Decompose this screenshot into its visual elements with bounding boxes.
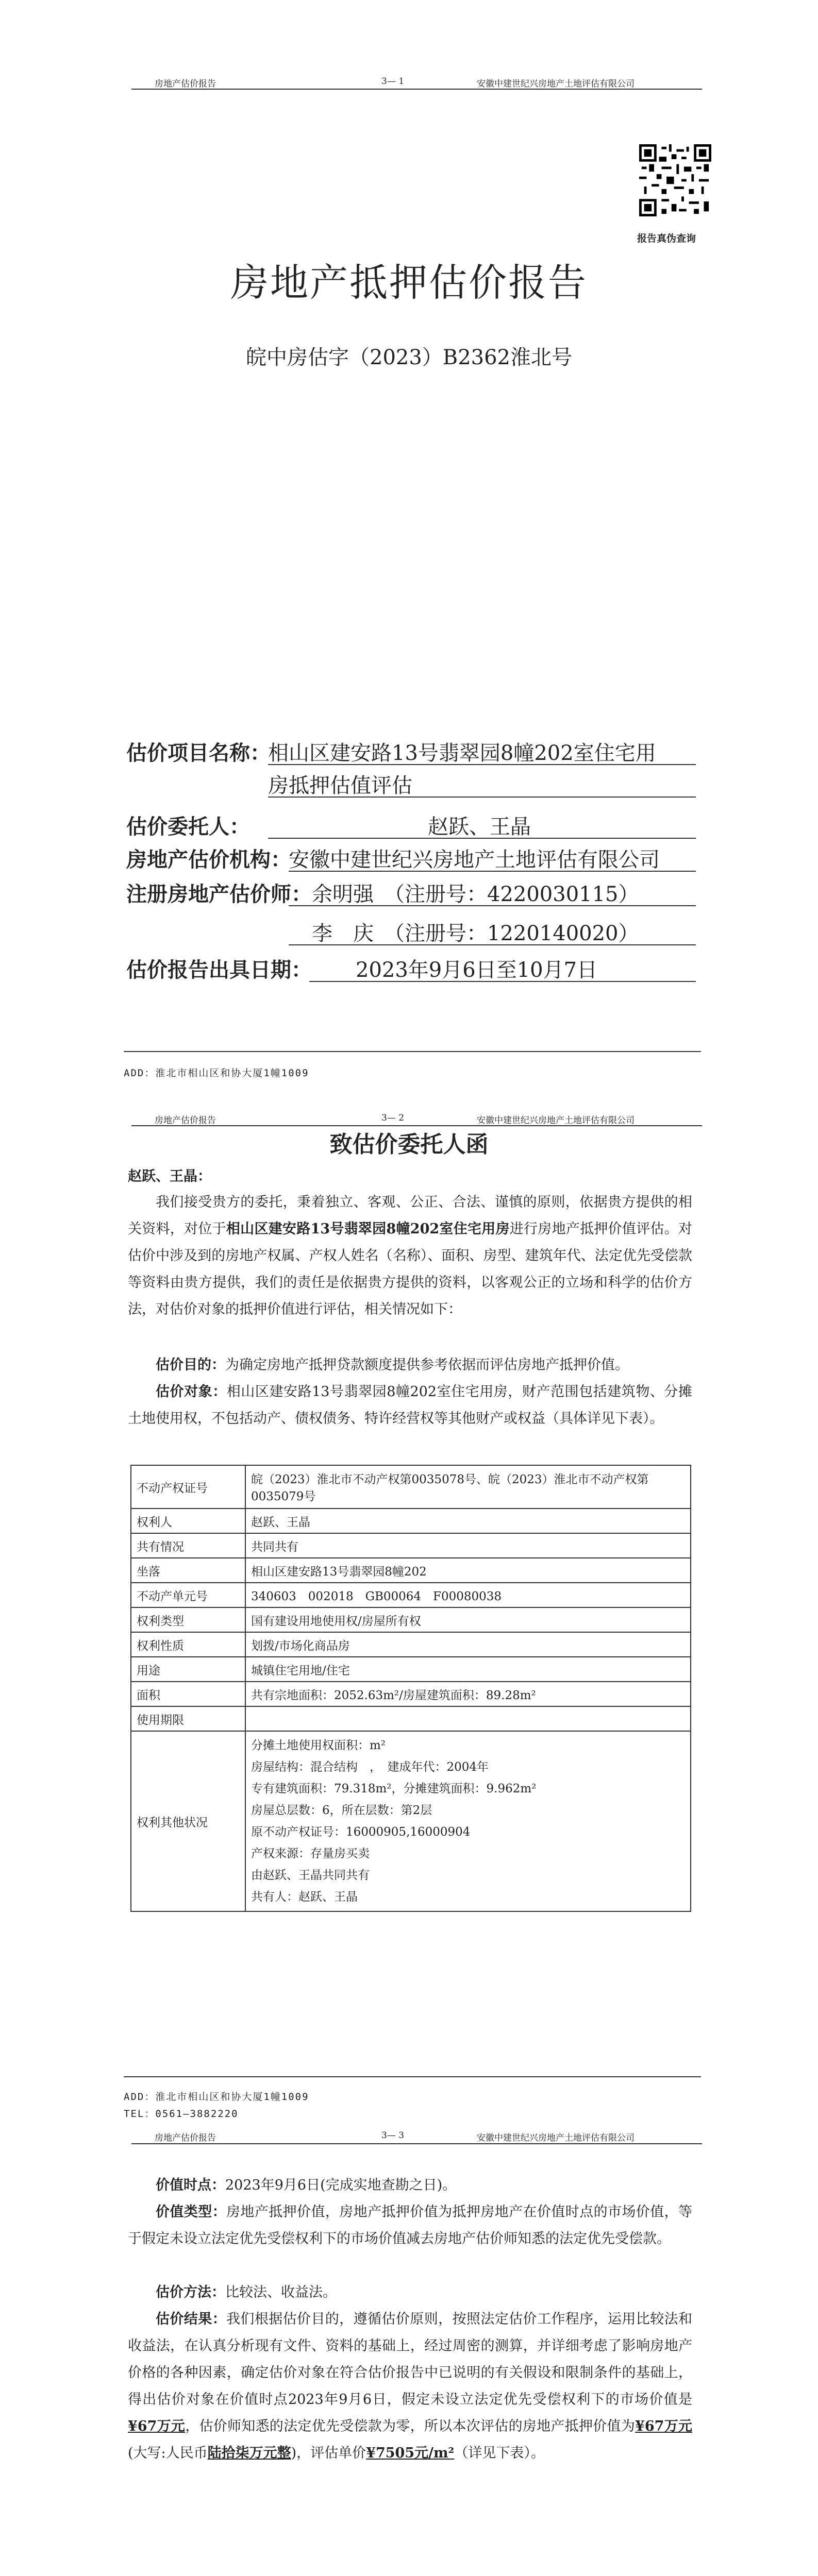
agency-value: 安徽中建世纪兴房地产土地评估有限公司: [289, 848, 660, 872]
rights-table: [130, 1465, 691, 1912]
intro-text: 我们接受贵方的委托，秉着独立、客观、公正、合法、谨慎的原则，依据贵方提供的相关资料，对位于: [128, 1194, 692, 1237]
table-cell-value: 相山区建安路13号翡翠园8幢202: [245, 1558, 691, 1583]
table-row: [131, 1583, 691, 1607]
value-type-label: 价值类型：: [156, 2204, 227, 2220]
other-status-line: 专有建筑面积：79.318m²，分摊建筑面积：9.962m²: [251, 1782, 537, 1795]
value-type-paragraph: [128, 2199, 692, 2252]
table-cell-label: 面积: [131, 1682, 245, 1706]
intro-paragraph: [128, 1189, 692, 1323]
other-status-line: 分摊土地使用权面积：m²: [251, 1739, 386, 1752]
result-text-3: (大写:人民币: [128, 2445, 208, 2461]
result-text-5: （详见下表）。: [454, 2445, 545, 2461]
table-row: [131, 1682, 691, 1706]
table-cell-label: 用途: [131, 1657, 245, 1682]
footer-address: ADD：淮北市相山区和协大厦1幢1009: [124, 1067, 309, 1079]
underline: [289, 905, 696, 906]
method-label: 估价方法：: [156, 2284, 225, 2300]
table-cell-value: 340603 002018 GB00064 F00080038: [245, 1583, 691, 1607]
underline: [268, 764, 696, 765]
footer-divider: [124, 2076, 701, 2077]
project-value: 相山区建安路13号翡翠园8幢202室住宅用: [268, 741, 656, 765]
header-left: 房地产估价报告: [155, 2133, 216, 2143]
value-date-paragraph: [128, 2172, 692, 2199]
table-row: [131, 1731, 691, 1911]
table-row: [131, 1465, 691, 1509]
salutation: [128, 1163, 692, 1190]
table-cell-label: 不动产权证号: [131, 1465, 245, 1509]
rights-table-body: [131, 1465, 691, 1731]
header-right: 安徽中建世纪兴房地产土地评估有限公司: [477, 79, 635, 89]
method-text: 比较法、收益法。: [225, 2284, 337, 2300]
table-cell-value: 赵跃、王晶: [245, 1509, 691, 1533]
header-divider: [131, 2143, 702, 2144]
intro-rest: 进行房地产抵押价值评估。对估价中涉及到的房地产权属、产权人姓名（名称）、面积、房型、建筑年代、法定优先受偿款等资料由贵方提供，我们的责任是依据贵方提供的资料，以客观公正的立场和科学的估价方法，对估价对象的抵押价值进行评估，相关情况如下：: [128, 1221, 693, 1317]
table-cell-value: 共有宗地面积：2052.63m²/房屋建筑面积：89.28m²: [245, 1682, 691, 1706]
value-date-text: 2023年9月6日(完成实地查勘之日)。: [225, 2177, 457, 2193]
table-row: [131, 1509, 691, 1533]
table-cell-label: 共有情况: [131, 1533, 245, 1558]
table-row: [131, 1706, 691, 1731]
agency-label: 房地产估价机构：: [126, 848, 291, 872]
footer-address: ADD：淮北市相山区和协大厦1幢1009: [124, 2091, 309, 2103]
header-right: 安徽中建世纪兴房地产土地评估有限公司: [477, 1115, 635, 1126]
table-cell-value: [245, 1731, 691, 1911]
cover-page: [0, 0, 818, 1082]
other-status-line: 房屋结构：混合结构 ， 建成年代：2004年: [251, 1760, 489, 1774]
qr-code-icon[interactable]: [639, 144, 711, 216]
value-type-text: 房地产抵押价值，房地产抵押价值为抵押房地产在价值时点的市场价值，等于假定未设立法定优先受偿权利下的市场价值减去房地产估价师知悉的法定优先受偿款。: [128, 2204, 693, 2247]
table-cell-label: 权利性质: [131, 1632, 245, 1657]
client-label: 估价委托人：: [126, 815, 250, 839]
table-cell-value: 皖（2023）淮北市不动产权第0035078号、皖（2023）淮北市不动产权第0035079号: [245, 1465, 691, 1509]
table-cell-label: 坐落: [131, 1558, 245, 1583]
other-status-line: 产权来源：存量房买卖: [251, 1847, 370, 1860]
table-cell-value: 国有建设用地使用权/房屋所有权: [245, 1607, 691, 1632]
table-cell-value: 共同共有: [245, 1533, 691, 1558]
project-label: 估价项目名称：: [126, 741, 271, 765]
purpose-text: 为确定房地产抵押贷款额度提供参考依据而评估房地产抵押价值。: [225, 1357, 629, 1373]
object-label: 估价对象：: [156, 1384, 227, 1400]
result-amount-2: ¥67万元: [635, 2418, 692, 2434]
purpose-paragraph: [128, 1352, 692, 1379]
table-row: [131, 1558, 691, 1583]
table-row: [131, 1657, 691, 1682]
table-cell-label: 权利类型: [131, 1607, 245, 1632]
table-cell-value: [245, 1706, 691, 1731]
table-cell-value: 划拨/市场化商品房: [245, 1632, 691, 1657]
value-date-label: 价值时点：: [156, 2177, 225, 2193]
table-row: [131, 1632, 691, 1657]
header-page: 3— 2: [381, 1113, 405, 1123]
object-paragraph: [128, 1379, 692, 1432]
underline: [309, 981, 696, 982]
salutation-text: 赵跃、王晶：: [128, 1168, 211, 1184]
date-label: 估价报告出具日期：: [126, 958, 312, 982]
other-status-line: 共有人：赵跃、王晶: [251, 1890, 358, 1904]
appraiser-1: 余明强 （注册号：4220030115）: [312, 883, 639, 906]
qr-caption: 报告真伪查询: [637, 233, 696, 244]
purpose-label: 估价目的：: [156, 1357, 225, 1373]
letter-title: 致估价委托人函: [329, 1131, 489, 1158]
header-right: 安徽中建世纪兴房地产土地评估有限公司: [477, 2133, 635, 2143]
header-page: 3— 1: [381, 76, 405, 87]
underline: [289, 871, 696, 872]
project-value-cont: 房抵押估值评估: [268, 774, 412, 798]
other-status-line: 原不动产权证号：16000905,16000904: [251, 1825, 471, 1839]
method-paragraph: [128, 2279, 692, 2306]
table-row: [131, 1607, 691, 1632]
header-divider: [131, 89, 702, 90]
object-text: 相山区建安路13号翡翠园8幢202室住宅用房，财产范围包括建筑物、分摊土地使用权，不包括动产、债权债务、特许经营权等其他财产或权益（具体详见下表）。: [128, 1384, 693, 1427]
footer-divider: [124, 1051, 701, 1052]
result-text-2: ，估价师知悉的法定优先受偿款为零，所以本次评估的房地产抵押价值为: [185, 2418, 636, 2434]
table-cell-label: 权利其他状况: [131, 1731, 245, 1911]
footer-tel: TEL：0561—3882220: [124, 2108, 239, 2120]
result-words: 陆拾柒万元整: [207, 2445, 291, 2461]
appraiser-2: 李 庆 （注册号：1220140020）: [312, 922, 639, 945]
result-price: ¥7505元/m²: [366, 2445, 455, 2461]
table-cell-label: 权利人: [131, 1509, 245, 1533]
underline: [289, 944, 696, 945]
header-page: 3— 3: [381, 2130, 405, 2141]
appraiser-label: 注册房地产估价师：: [126, 882, 312, 906]
result-label: 估价结果：: [156, 2311, 227, 2327]
table-cell-label: 使用期限: [131, 1706, 245, 1731]
date-value: 2023年9月6日至10月7日: [356, 958, 598, 982]
table-row: [131, 1533, 691, 1558]
result-text-4: )，评估单价: [291, 2445, 366, 2461]
table-cell-label: 不动产单元号: [131, 1583, 245, 1607]
report-title: 房地产抵押估价报告: [230, 261, 588, 305]
underline: [268, 838, 696, 839]
client-value: 赵跃、王晶: [428, 815, 531, 839]
header-left: 房地产估价报告: [155, 1115, 216, 1126]
result-amount: ¥67万元: [128, 2418, 186, 2434]
underline: [268, 796, 696, 798]
header-left: 房地产估价报告: [155, 79, 216, 89]
other-status-line: 由赵跃、王晶共同共有: [251, 1869, 370, 1882]
intro-bold: 相山区建安路13号翡翠园8幢202室住宅用房: [226, 1221, 510, 1237]
other-status-line: 房屋总层数：6，所在层数：第2层: [251, 1804, 432, 1817]
report-number: 皖中房估字（2023）B2362淮北号: [246, 346, 572, 369]
table-cell-value: 城镇住宅用地/住宅: [245, 1657, 691, 1682]
result-text: 我们根据估价目的，遵循估价原则，按照法定估价工作程序，运用比较法和收益法，在认真分析现有文件、资料的基础上，经过周密的测算，并详细考虑了影响房地产价格的各种因素，确定估价对象在符合估价报告中已说明的有关假设和限制条件的基础上，得出估价对象在价值时点2023年9月6日，假定未设立法定优先受偿权利下的市场价值是: [128, 2311, 693, 2408]
result-paragraph: [128, 2306, 692, 2467]
